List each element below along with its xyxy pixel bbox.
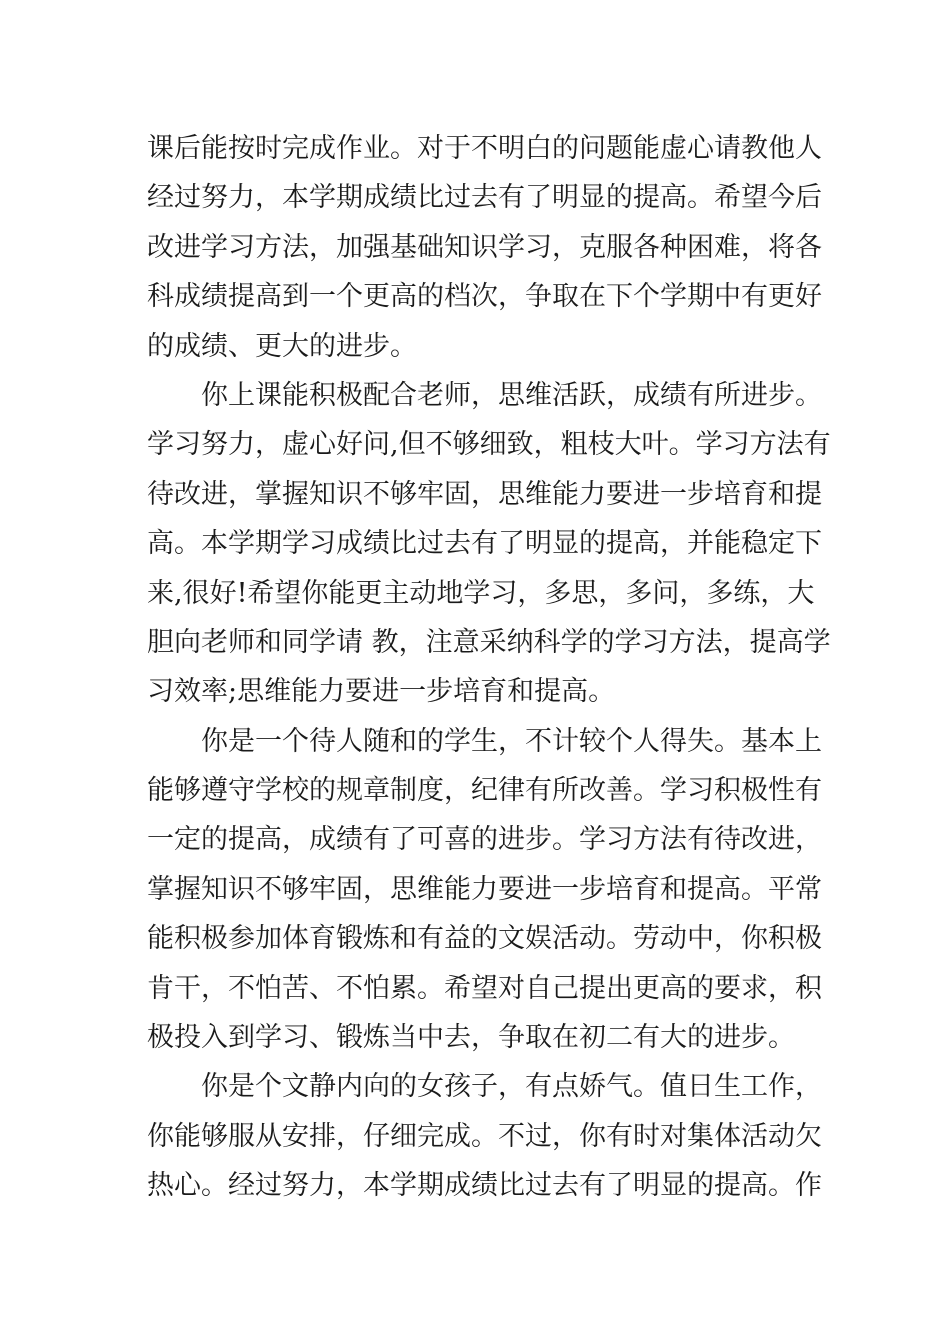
text-line: 的成绩、更大的进步。 <box>147 330 417 362</box>
text-line: 一定的提高，成绩有了可喜的进步。学习方法有待改进， <box>147 824 822 856</box>
paragraph-first-line: 你是一个待人随和的学生，不计较个人得失。基本上 <box>201 725 822 757</box>
text-line: 习效率;思维能力要进一步培育和提高。 <box>147 676 616 708</box>
paragraph-first-line: 你上课能积极配合老师，思维活跃，成绩有所进步。 <box>201 379 822 411</box>
text-line: 极投入到学习、锻炼当中去，争取在初二有大的进步。 <box>147 1022 795 1054</box>
text-line: 你能够服从安排，仔细完成。不过，你有时对集体活动欠 <box>147 1120 822 1152</box>
text-line: 课后能按时完成作业。对于不明白的问题能虚心请教他人 <box>147 133 822 164</box>
document-body <box>147 124 831 1211</box>
paragraph-first-line: 你是个文静内向的女孩子，有点娇气。值日生工作， <box>201 1071 822 1103</box>
text-line: 能够遵守学校的规章制度，纪律有所改善。学习积极性有 <box>147 775 822 807</box>
text-line: 改进学习方法，加强基础知识学习，克服各种困难，将各 <box>147 231 822 263</box>
text-line: 肯干，不怕苦、不怕累。希望对自己提出更高的要求，积 <box>147 972 822 1004</box>
text-line: 胆向老师和同学请 教，注意采纳科学的学习方法，提高学 <box>147 626 831 658</box>
text-line: 待改进，掌握知识不够牢固，思维能力要进一步培育和提 <box>147 478 822 510</box>
text-line: 掌握知识不够牢固，思维能力要进一步培育和提高。平常 <box>147 873 822 905</box>
text-line: 科成绩提高到一个更高的档次，争取在下个学期中有更好 <box>147 281 822 313</box>
text-line: 学习努力，虚心好问,但不够细致，粗枝大叶。学习方法有 <box>147 429 831 461</box>
text-line: 高。本学期学习成绩比过去有了明显的提高，并能稳定下 <box>147 528 822 560</box>
text-line: 能积极参加体育锻炼和有益的文娱活动。劳动中，你积极 <box>147 923 822 955</box>
text-line: 经过努力，本学期成绩比过去有了明显的提高。希望今后 <box>147 182 822 214</box>
text-line: 热心。经过努力，本学期成绩比过去有了明显的提高。作 <box>147 1170 822 1202</box>
text-line: 来,很好!希望你能更主动地学习，多思，多问，多练，大 <box>147 577 815 609</box>
